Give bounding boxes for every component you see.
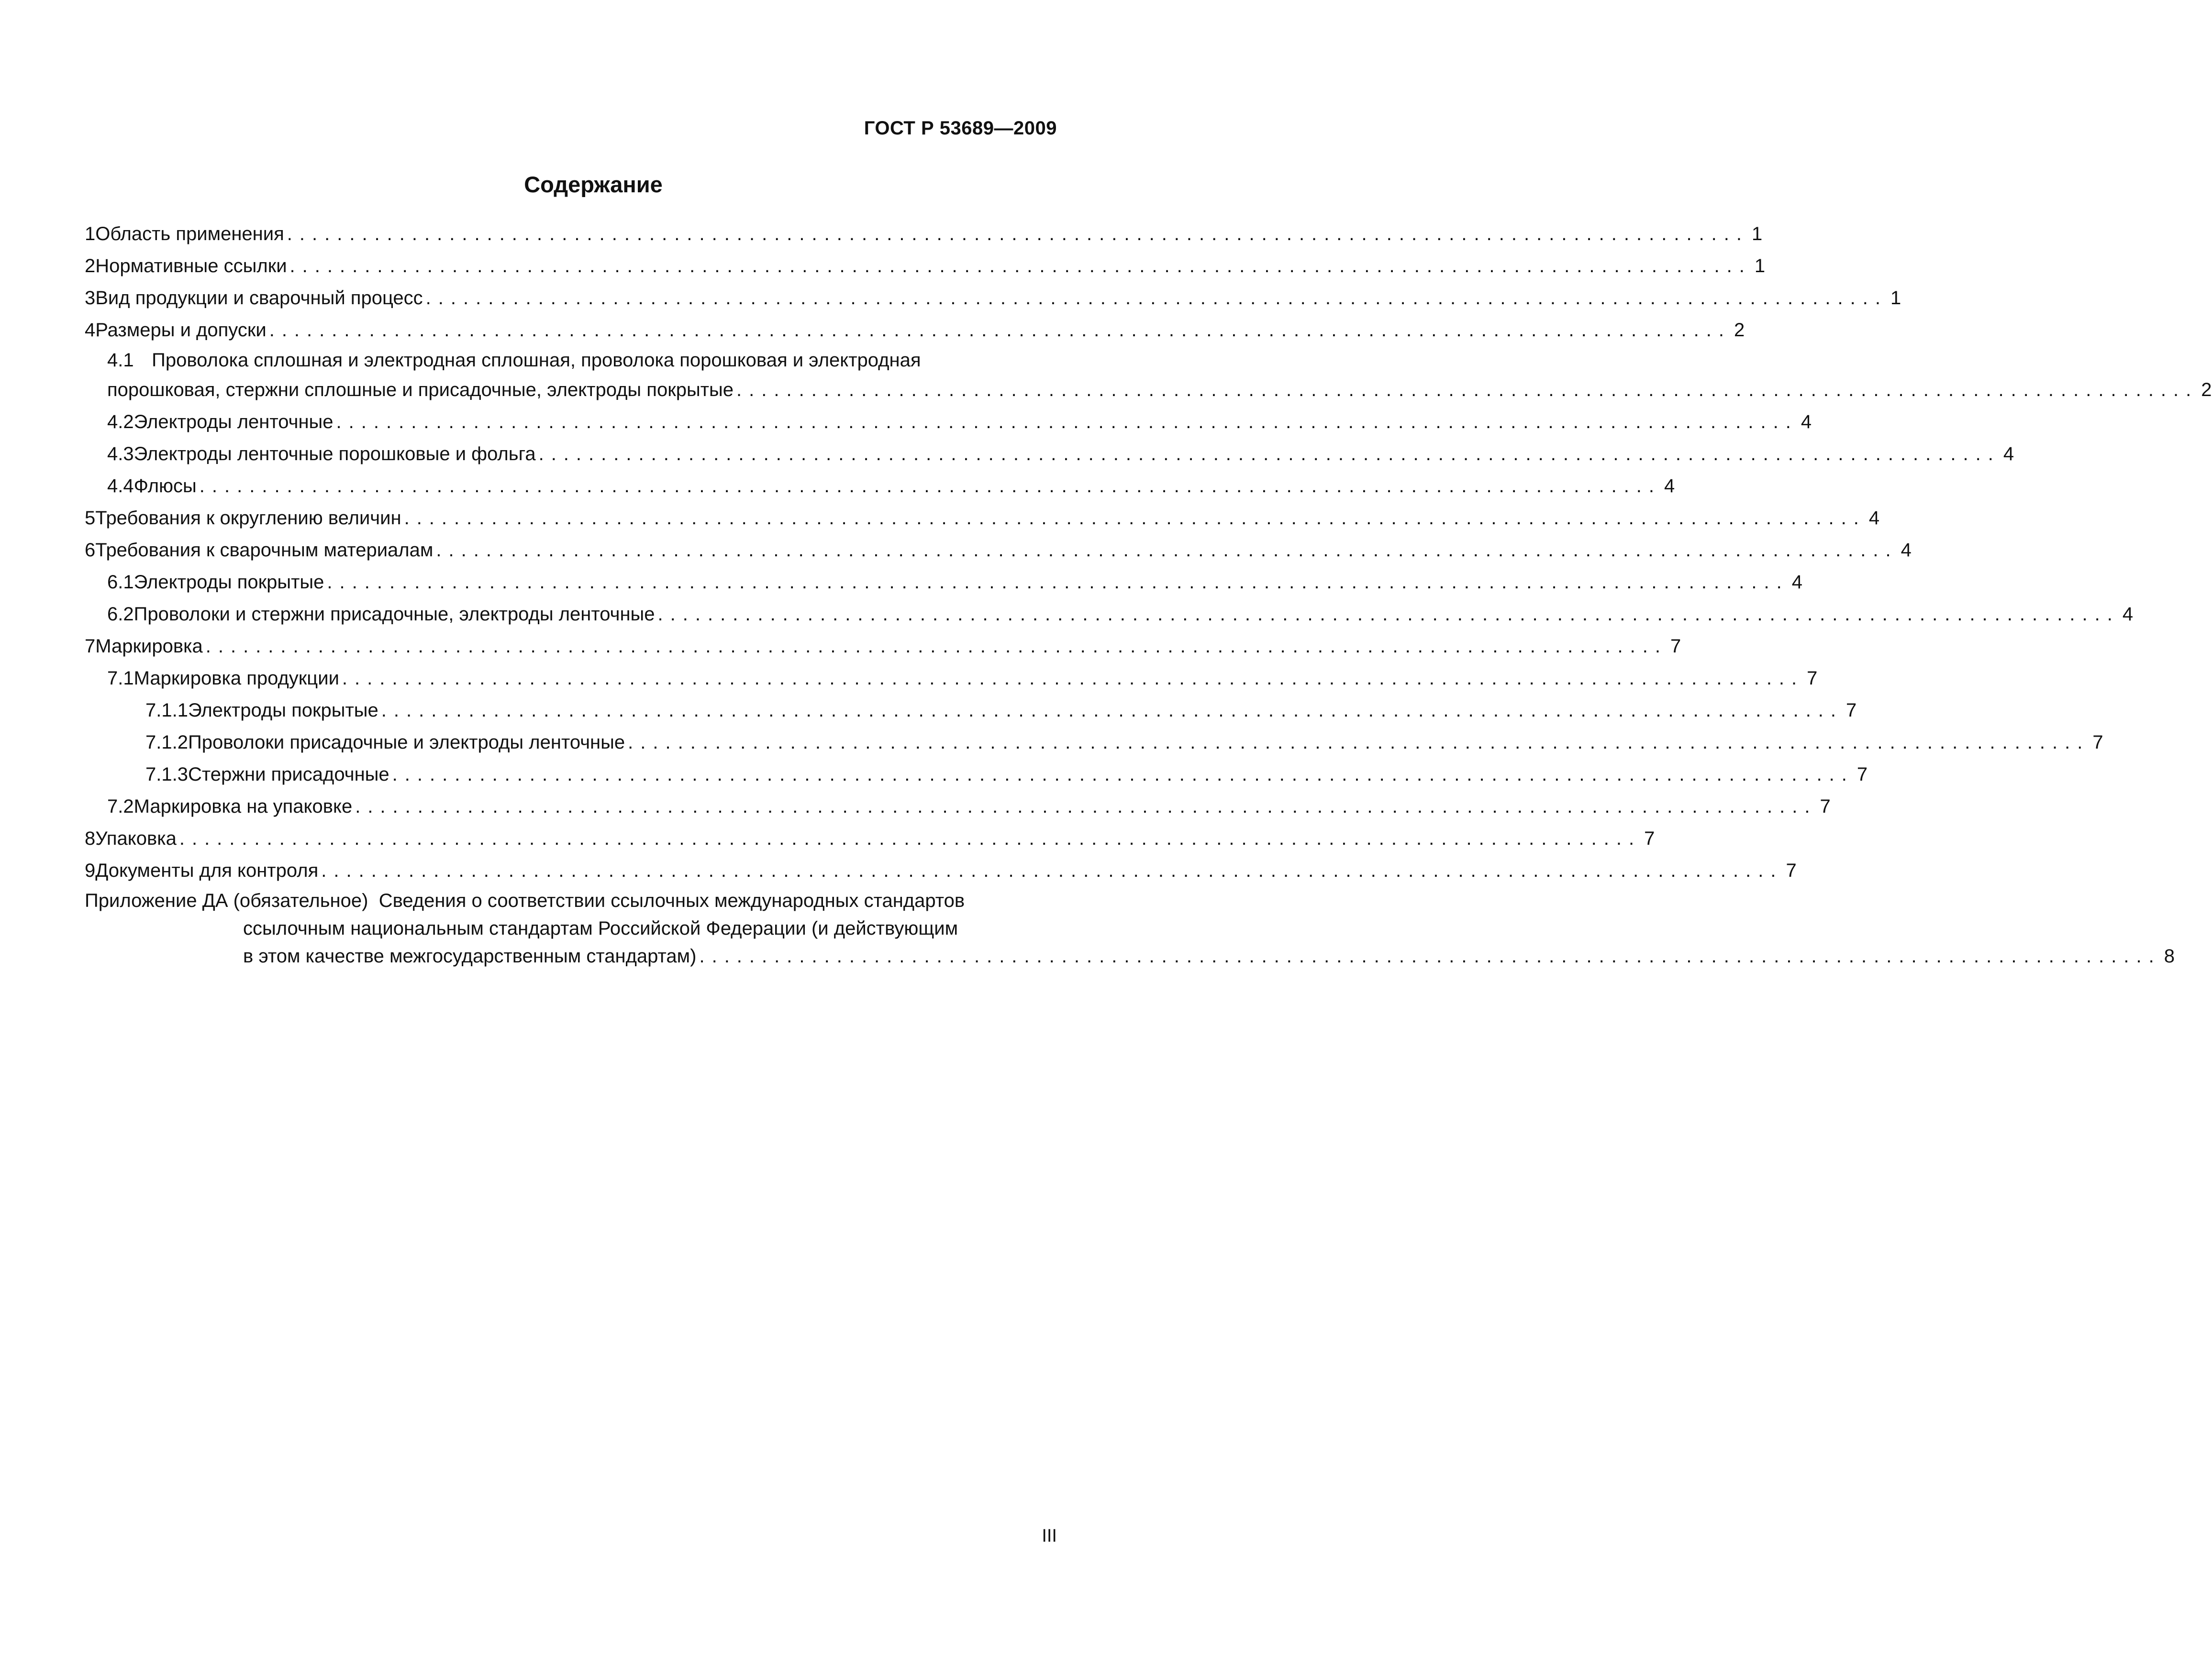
toc-entry-number: 4 (85, 320, 96, 341)
toc-entry-page: 7 (1786, 860, 1797, 881)
toc-entry-number: 7.1.2 (145, 732, 188, 753)
toc-entry-page: 2 (2201, 379, 2212, 400)
dot-leader: ..................................................................................................................... (287, 223, 1749, 244)
toc-entry-page: 4 (1791, 572, 1802, 593)
toc-entry-title: Область применения (95, 223, 284, 244)
toc-entry-page: 1 (1754, 255, 1766, 276)
toc-entry-title: Стержни присадочные (188, 764, 389, 785)
toc-entry[interactable] (85, 791, 1831, 823)
document-code: ГОСТ Р 53689—2009 (864, 118, 1057, 139)
toc-entry-title: Маркировка на упаковке (133, 796, 353, 817)
toc-entry-number: 7.1.3 (145, 764, 188, 785)
toc-entry-title: Требования к сварочным материалам (95, 540, 434, 561)
dot-leader: ..................................................................................................................... (657, 604, 2120, 625)
toc-entry-title: Маркировка продукции (133, 668, 339, 689)
annex-title-line1: Сведения о соответствии ссылочных международных стандартов (378, 890, 965, 911)
toc-entry-page: 1 (1752, 223, 1763, 244)
dot-leader: ..................................................................................................................... (205, 636, 1667, 657)
toc-entry-title: Документы для контроля (95, 860, 319, 881)
dot-leader: ..................................................................................................................... (355, 796, 1817, 817)
toc-entry-page: 7 (2092, 732, 2103, 753)
toc-entry[interactable] (85, 502, 1880, 534)
toc-entry-number: 7 (85, 636, 96, 657)
toc-entry-number: 7.2 (107, 796, 134, 817)
dot-leader: ..................................................................................................................... (321, 860, 1783, 881)
toc-entry-number: 6.2 (107, 604, 134, 625)
table-of-contents (85, 218, 2212, 970)
toc-entry[interactable] (85, 282, 1901, 314)
dot-leader: ..................................................................................................................... (199, 475, 1662, 497)
dot-leader: ..................................................................................................................... (436, 540, 1898, 561)
dot-leader: ..................................................................................................................... (392, 764, 1854, 785)
dot-leader: ..................................................................................................................... (381, 700, 1844, 721)
dot-leader: ..................................................................................................................... (425, 287, 1888, 309)
toc-entry-number: 8 (85, 828, 96, 849)
toc-entry-page: 7 (1807, 668, 1818, 689)
toc-entry-title: Проволоки и стержни присадочные, электроды ленточные (133, 604, 655, 625)
toc-entry-page: 7 (1846, 700, 1857, 721)
toc-entry-page: 4 (2003, 443, 2014, 464)
toc-entry[interactable] (85, 855, 1797, 887)
toc-entry-title: Требования к округлению величин (95, 508, 401, 529)
toc-entry[interactable] (85, 630, 1681, 662)
toc-entry-title: Электроды ленточные порошковые и фольга (133, 443, 536, 464)
toc-annex-entry[interactable] (85, 887, 2175, 970)
dot-leader: ..................................................................................................................... (342, 668, 1804, 689)
dot-leader: ..................................................................................................................... (628, 732, 2090, 753)
toc-entry-title: Электроды ленточные (133, 411, 333, 432)
toc-entry-number: 2 (85, 255, 96, 276)
toc-entry-title: Проволоки присадочные и электроды ленточные (188, 732, 625, 753)
toc-entry-number: 7.1.1 (145, 700, 188, 721)
toc-entry[interactable] (85, 406, 1812, 438)
toc-entry-number: 4.2 (107, 411, 134, 432)
toc-entry-page: 1 (1890, 287, 1901, 309)
dot-leader: ..................................................................................................................... (404, 508, 1866, 529)
toc-entry[interactable] (85, 823, 1655, 855)
annex-label: Приложение ДА (обязательное) (85, 890, 368, 911)
toc-entry-page: 4 (1801, 411, 1812, 432)
toc-entry-title: Маркировка (95, 636, 203, 657)
toc-entry-number: 1 (85, 223, 96, 244)
toc-entry[interactable] (85, 534, 1912, 566)
toc-entry-number: 4.3 (107, 443, 134, 464)
dot-leader: ..................................................................................................................... (289, 255, 1752, 276)
annex-title-line3: в этом качестве межгосударственным стандартам) (243, 946, 697, 967)
toc-entry-number: 4.1 (107, 350, 134, 371)
page-number: III (1042, 1526, 1057, 1546)
dot-leader: ..................................................................................................................... (699, 946, 2161, 967)
toc-entry-page: 7 (1670, 636, 1681, 657)
toc-entry[interactable] (85, 598, 2134, 630)
toc-entry-page: 4 (1664, 475, 1675, 497)
toc-entry[interactable] (85, 566, 1802, 598)
dot-leader: ..................................................................................................................... (327, 572, 1789, 593)
toc-entry-number: 9 (85, 860, 96, 881)
toc-entry-number: 4.4 (107, 475, 134, 497)
annex-title-line2: ссылочным национальным стандартам Российской Федерации (и действующим (243, 918, 958, 939)
toc-entry-number: 6 (85, 540, 96, 561)
dot-leader: ..................................................................................................................... (336, 411, 1798, 432)
dot-leader: ..................................................................................................................... (538, 443, 2001, 464)
toc-entry-title: Упаковка (95, 828, 177, 849)
toc-entry[interactable] (85, 727, 2103, 759)
toc-entry-title: Вид продукции и сварочный процесс (95, 287, 423, 309)
toc-entry-number: 5 (85, 508, 96, 529)
toc-entry-page: 4 (1901, 540, 1912, 561)
toc-entry-page: 7 (1644, 828, 1655, 849)
toc-entry[interactable] (85, 695, 1857, 727)
toc-entry-page: 7 (1820, 796, 1831, 817)
annex-page: 8 (2164, 946, 2175, 967)
dot-leader: ..................................................................................................................... (736, 379, 2199, 400)
toc-entry-number: 7.1 (107, 668, 134, 689)
toc-entry-title: Нормативные ссылки (95, 255, 287, 276)
toc-entry-title-line1: Проволока сплошная и электродная сплошная, проволока порошковая и электродная (152, 350, 921, 371)
toc-entry[interactable] (85, 314, 1745, 346)
toc-entry-title: Электроды покрытые (188, 700, 378, 721)
dot-leader: ..................................................................................................................... (269, 320, 1731, 341)
toc-entry-page: 2 (1734, 320, 1745, 341)
toc-entry[interactable] (85, 662, 1818, 695)
dot-leader: ..................................................................................................................... (179, 828, 1642, 849)
toc-entry-page: 7 (1856, 764, 1868, 785)
toc-entry-title: Размеры и допуски (95, 320, 267, 341)
toc-title: Содержание (524, 172, 663, 197)
toc-entry[interactable] (85, 218, 1763, 250)
toc-entry-page: 4 (1868, 508, 1880, 529)
toc-entry-number: 3 (85, 287, 96, 309)
toc-entry-title: Электроды покрытые (133, 572, 324, 593)
toc-entry-title: Флюсы (133, 475, 197, 497)
toc-entry[interactable] (85, 346, 2212, 406)
toc-entry[interactable] (85, 470, 1675, 502)
toc-entry-number: 6.1 (107, 572, 134, 593)
toc-entry[interactable] (85, 438, 2014, 470)
toc-entry[interactable] (85, 759, 1868, 791)
toc-entry-title-line2: порошковая, стержни сплошные и присадочные, электроды покрытые (107, 379, 734, 400)
toc-entry[interactable] (85, 250, 1766, 282)
toc-entry-page: 4 (2122, 604, 2134, 625)
